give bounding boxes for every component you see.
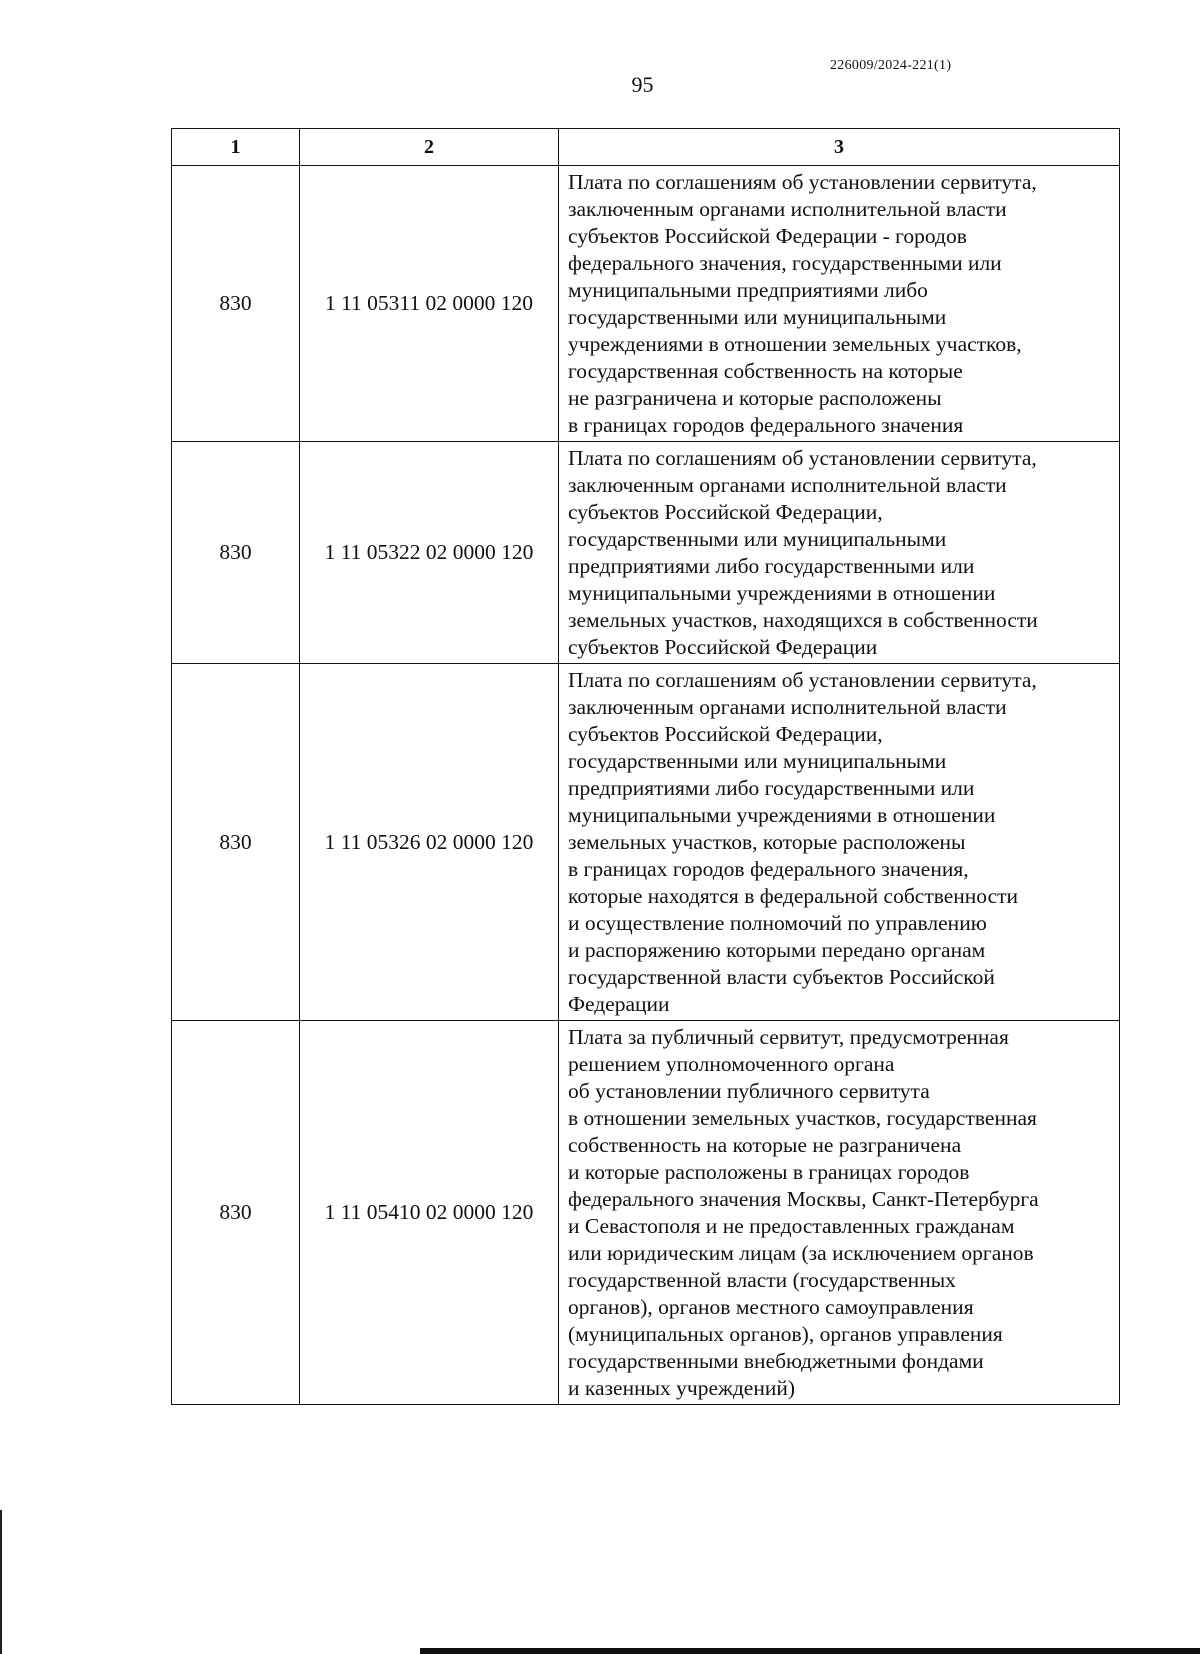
description-line: государственными внебюджетными фондами xyxy=(568,1349,984,1373)
description-line: предприятиями либо государственными или xyxy=(568,554,975,578)
description-line: заключенным органами исполнительной власти xyxy=(568,473,1007,497)
description-line: и Севастополя и не предоставленных гражданам xyxy=(568,1214,1015,1238)
description-line: предприятиями либо государственными или xyxy=(568,776,975,800)
admin-code-cell: 830 xyxy=(172,1021,300,1405)
revenue-code-cell: 1 11 05410 02 0000 120 xyxy=(300,1021,559,1405)
admin-code-cell: 830 xyxy=(172,442,300,664)
description-line: Плата по соглашениям об установлении сервитута, xyxy=(568,668,1037,692)
description-line: государственной власти субъектов Российской xyxy=(568,965,995,989)
description-line: Федерации xyxy=(568,992,670,1016)
admin-code-cell: 830 xyxy=(172,166,300,442)
description-line: государственная собственность на которые xyxy=(568,359,963,383)
description-line: субъектов Российской Федерации, xyxy=(568,722,883,746)
description-line: учреждениями в отношении земельных участков, xyxy=(568,332,1022,356)
scan-edge-mark xyxy=(0,1510,2,1654)
revenue-code-cell: 1 11 05322 02 0000 120 xyxy=(300,442,559,664)
description-line: которые находятся в федеральной собственности xyxy=(568,884,1019,908)
table-row xyxy=(172,664,1120,1021)
table-row xyxy=(172,1021,1120,1405)
table-row xyxy=(172,166,1120,442)
revenue-description-cell xyxy=(559,1021,1120,1405)
revenue-description-cell xyxy=(559,664,1120,1021)
description-line: субъектов Российской Федерации, xyxy=(568,500,883,524)
description-line: государственными или муниципальными xyxy=(568,749,947,773)
description-line: об установлении публичного сервитута xyxy=(568,1079,930,1103)
description-line: федерального значения, государственными или xyxy=(568,251,1002,275)
description-line: субъектов Российской Федерации xyxy=(568,635,878,659)
page-number: 95 xyxy=(631,72,654,97)
description-line: государственными или муниципальными xyxy=(568,305,947,329)
description-line: государственными или муниципальными xyxy=(568,527,947,551)
revenue-description-cell xyxy=(559,166,1120,442)
description-line: в границах городов федерального значения xyxy=(568,413,964,437)
description-line: муниципальными предприятиями либо xyxy=(568,278,928,302)
description-line: земельных участков, которые расположены xyxy=(568,830,966,854)
column-header-2: 2 xyxy=(300,129,559,166)
description-line: в границах городов федерального значения, xyxy=(568,857,969,881)
description-line: и осуществление полномочий по управлению xyxy=(568,911,987,935)
description-line: заключенным органами исполнительной власти xyxy=(568,197,1007,221)
description-line: государственной власти (государственных xyxy=(568,1268,956,1292)
description-line: или юридическим лицам (за исключением органов xyxy=(568,1241,1034,1265)
admin-code-cell: 830 xyxy=(172,664,300,1021)
description-line: в отношении земельных участков, государственная xyxy=(568,1106,1037,1130)
description-line: и распоряжению которыми передано органам xyxy=(568,938,986,962)
description-line: не разграничена и которые расположены xyxy=(568,386,942,410)
description-line: Плата за публичный сервитут, предусмотренная xyxy=(568,1025,1009,1049)
description-line: заключенным органами исполнительной власти xyxy=(568,695,1007,719)
revenue-code-cell: 1 11 05326 02 0000 120 xyxy=(300,664,559,1021)
description-line: (муниципальных органов), органов управления xyxy=(568,1322,1003,1346)
description-line: субъектов Российской Федерации - городов xyxy=(568,224,967,248)
column-header-1: 1 xyxy=(172,129,300,166)
revenue-code-cell: 1 11 05311 02 0000 120 xyxy=(300,166,559,442)
document-registration-number: 226009/2024-221(1) xyxy=(830,58,952,73)
table-row xyxy=(172,442,1120,664)
description-line: и казенных учреждений) xyxy=(568,1376,796,1400)
description-line: земельных участков, находящихся в собственности xyxy=(568,608,1038,632)
scan-bottom-edge xyxy=(420,1648,1200,1654)
table-header-row xyxy=(172,129,1120,166)
description-line: решением уполномоченного органа xyxy=(568,1052,895,1076)
column-header-3: 3 xyxy=(559,129,1120,166)
description-line: федерального значения Москвы, Санкт-Петербурга xyxy=(568,1187,1039,1211)
description-line: Плата по соглашениям об установлении сервитута, xyxy=(568,170,1037,194)
description-line: органов), органов местного самоуправления xyxy=(568,1295,974,1319)
description-line: и которые расположены в границах городов xyxy=(568,1160,970,1184)
description-line: собственность на которые не разграничена xyxy=(568,1133,962,1157)
description-line: Плата по соглашениям об установлении сервитута, xyxy=(568,446,1037,470)
revenue-codes-table xyxy=(171,128,1120,1405)
description-line: муниципальными учреждениями в отношении xyxy=(568,581,996,605)
revenue-description-cell xyxy=(559,442,1120,664)
description-line: муниципальными учреждениями в отношении xyxy=(568,803,996,827)
